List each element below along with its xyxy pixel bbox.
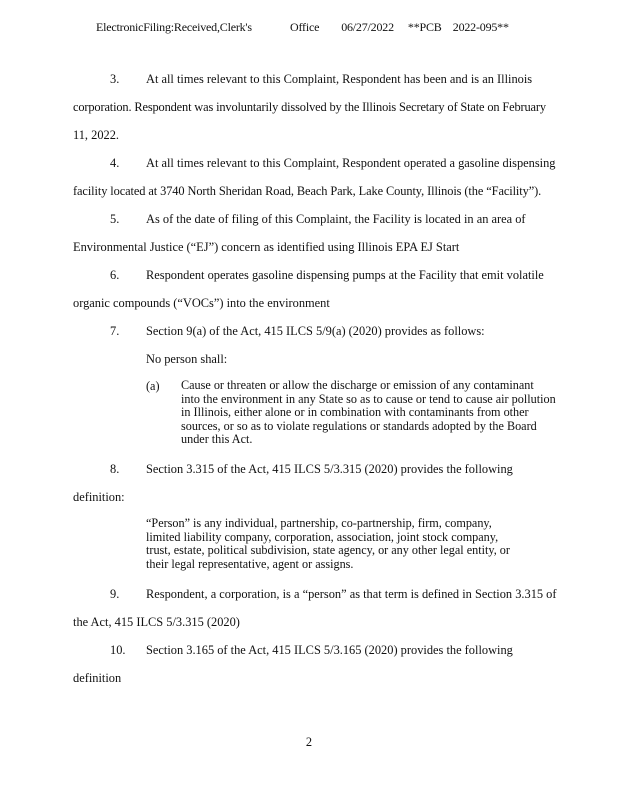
filing-header: [96, 20, 509, 34]
subsection-a-line: into the environment in any State so as to cause or tend to cause air pollution: [181, 391, 556, 406]
paragraph-7-line-1: Section 9(a) of the Act, 415 ILCS 5/9(a) (2020) provides as follows:: [146, 324, 485, 338]
quote-line: limited liability company, corporation, association, joint stock company,: [146, 529, 499, 544]
filing-date-text: 06/27/2022: [341, 20, 394, 34]
paragraph-3-number: 3.: [110, 72, 120, 86]
paragraph-4-line-1: At all times relevant to this Complaint, Respondent operated a gasoline dispensing: [146, 156, 556, 170]
paragraph-5-line-1: As of the date of filing of this Complaint, the Facility is located in an area of: [146, 212, 526, 226]
quote-line: trust, estate, political subdivision, state agency, or any other legal entity, or: [146, 543, 510, 557]
paragraph-6-line-2: organic compounds (“VOCs”) into the environment: [73, 296, 330, 310]
subsection-a-label: (a): [146, 379, 160, 393]
paragraph-5-number: 5.: [110, 212, 120, 226]
filing-received-text: ElectronicFiling:Received,Clerk's: [96, 20, 252, 34]
filing-office-text: Office: [290, 20, 320, 34]
paragraph-9-line-2: the Act, 415 ILCS 5/3.315 (2020): [73, 615, 240, 629]
paragraph-7-intro: No person shall:: [146, 352, 228, 366]
paragraph-3-line-2: corporation. Respondent was involuntarily dissolved by the Illinois Secretary of State on February: [73, 100, 546, 114]
paragraph-5-line-2: Environmental Justice (“EJ”) concern as identified using Illinois EPA EJ Start: [73, 240, 460, 254]
subsection-a-line: under this Act.: [181, 432, 253, 446]
paragraph-7-number: 7.: [110, 324, 120, 338]
quote-line: their legal representative, agent or assigns.: [146, 556, 354, 571]
paragraph-6-line-1: Respondent operates gasoline dispensing pumps at the Facility that emit volatile: [146, 268, 544, 282]
paragraph-9-line-1: Respondent, a corporation, is a “person” as that term is defined in Section 3.315 of: [146, 587, 557, 601]
subsection-a-line: sources, or so as to violate regulations or standards adopted by the Board: [181, 418, 537, 433]
subsection-a-text: [181, 379, 601, 447]
paragraph-8-number: 8.: [110, 462, 120, 476]
paragraph-9-number: 9.: [110, 587, 120, 601]
person-definition-quote: [146, 517, 586, 571]
paragraph-10-line-1: Section 3.165 of the Act, 415 ILCS 5/3.165 (2020) provides the following: [146, 643, 513, 657]
docket-number-text: **PCB 2022-095**: [407, 20, 509, 34]
paragraph-10-line-2: definition: [73, 671, 122, 685]
paragraph-3-line-3: 11, 2022.: [73, 128, 120, 142]
paragraph-8-line-1: Section 3.315 of the Act, 415 ILCS 5/3.315 (2020) provides the following: [146, 462, 513, 476]
page-number: 2: [305, 735, 313, 749]
paragraph-3-line-1: At all times relevant to this Complaint, Respondent has been and is an Illinois: [146, 72, 533, 86]
paragraph-4-line-2: facility located at 3740 North Sheridan Road, Beach Park, Lake County, Illinois (the “Facility”).: [73, 184, 542, 198]
subsection-a-line: Cause or threaten or allow the discharge or emission of any contaminant: [181, 378, 534, 392]
paragraph-10-number: 10.: [110, 643, 126, 657]
quote-line: “Person” is any individual, partnership, co-partnership, firm, company,: [146, 516, 492, 530]
paragraph-4-number: 4.: [110, 156, 120, 170]
paragraph-6-number: 6.: [110, 268, 120, 282]
subsection-a-line: in Illinois, either alone or in combination with contaminants from other: [181, 405, 529, 419]
paragraph-8-line-2: definition:: [73, 490, 125, 504]
